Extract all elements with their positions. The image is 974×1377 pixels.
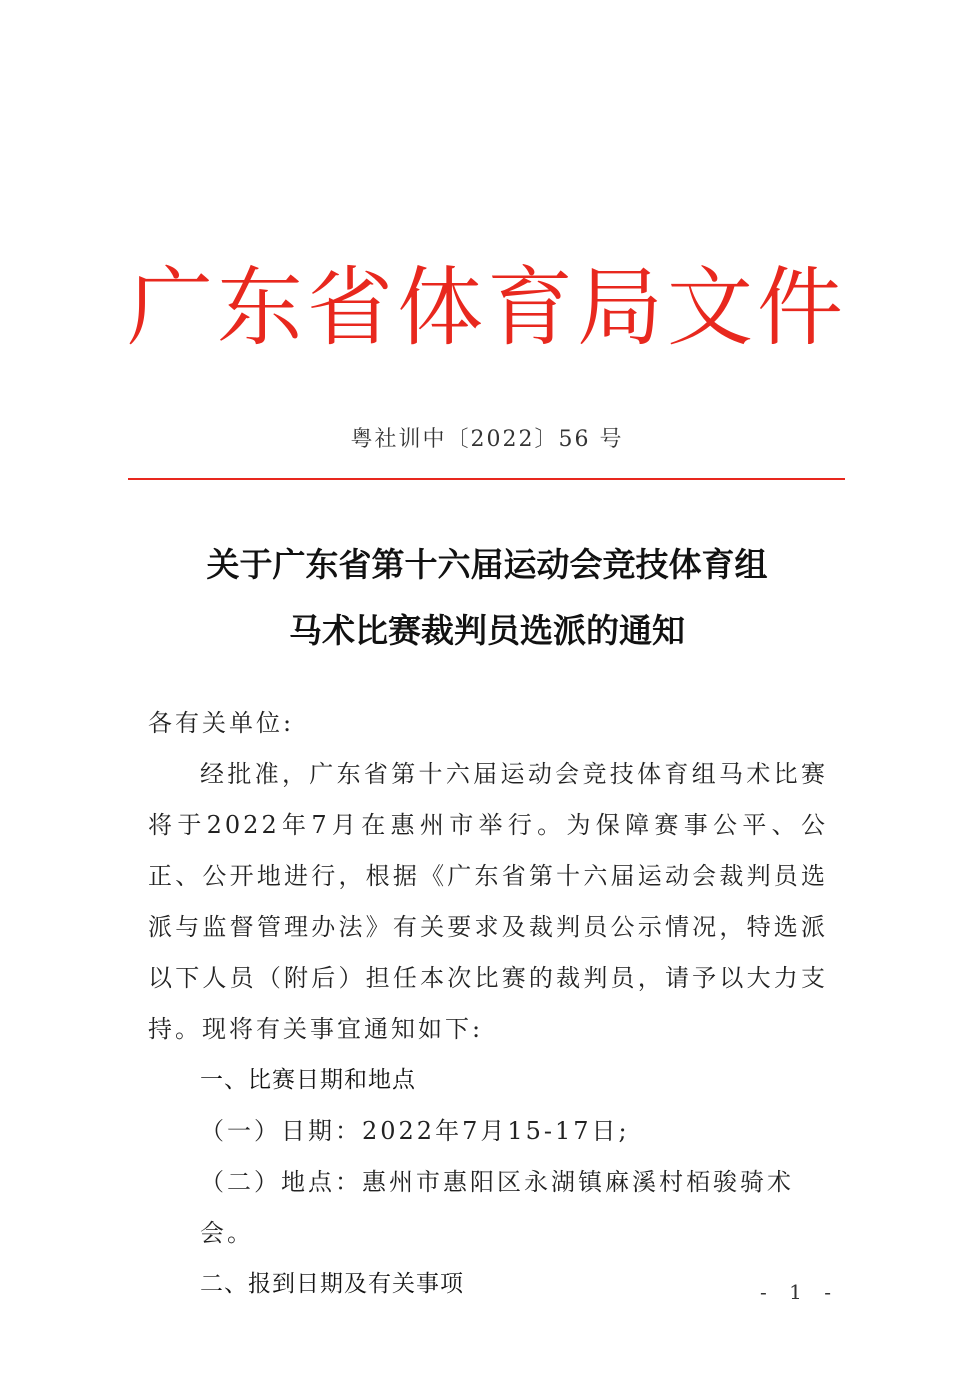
page-number: - 1 - xyxy=(760,1280,839,1304)
notice-body xyxy=(148,698,828,1310)
section-1-item-location: （二）地点：惠州市惠阳区永湖镇麻溪村栢骏骑术会。 xyxy=(200,1168,794,1247)
body-paragraph: 经批准，广东省第十六届运动会竞技体育组马术比赛将于2022年7月在惠州市举行。为保障赛事公平、公正、公开地进行，根据《广东省第十六届运动会裁判员选派与监督管理办法》有关要求及裁判员公示情况，特选派以下人员（附后）担任本次比赛的裁判员，请予以大力支持。现将有关事宜通知如下: xyxy=(148,760,828,1043)
document-number: 粤社训中〔2022〕56 号 xyxy=(350,427,624,452)
notice-title-line-2: 马术比赛裁判员选派的通知 xyxy=(289,611,685,650)
notice-title-line-1: 关于广东省第十六届运动会竞技体育组 xyxy=(206,545,768,584)
section-heading-2: 二、报到日期及有关事项 xyxy=(200,1271,464,1297)
red-divider-line xyxy=(128,478,845,480)
section-heading-1: 一、比赛日期和地点 xyxy=(200,1067,416,1093)
salutation: 各有关单位: xyxy=(148,709,295,737)
section-1-item-date: （一）日期：2022年7月15-17日; xyxy=(200,1117,630,1145)
document-masthead: 广东省体育局文件 xyxy=(127,258,847,358)
